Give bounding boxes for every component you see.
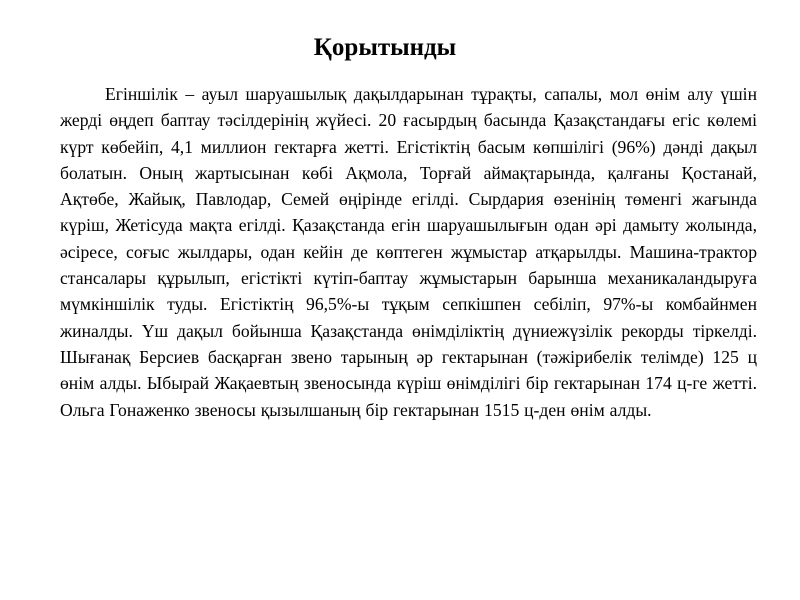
slide-title: Қорытынды [313,34,457,61]
body-paragraph: Егіншілік – ауыл шаруашылық дақылдарынан тұрақты, сапалы, мол өнім алу үшін жерді өңдеп баптау тәсілдерінің жүйесі. 20 ғасырдың басында Қазақстандағы егіс көлемі күрт көбейіп, 4,1 миллион гектарға жетті. Егістіктің басым көпшілігі (96%) дәнді дақыл болатын. Оның жартысынан көбі Ақмола, Торғай аймақтарында, қалғаны Қостанай, Ақтөбе, Жайық, Павлодар, Семей өңірінде егілді. Сырдария өзенінің төменгі жағында күріш, Жетісуда мақта егілді. Қазақстанда егін шаруашылығын одан әрі дамыту жолында, әсіресе, соғыс жылдары, одан кейін де көптеген жұмыстар атқарылды. Машина-трактор стансалары құрылып, егістікті күтіп-баптау жұмыстарын барынша механикаландыруға мүмкіншілік туды. Егістіктің 96,5%-ы тұқым сепкішпен себіліп, 97%-ы комбайнмен жиналды. Үш дақыл бойынша Қазақстанда өнімділіктің дүниежүзілік рекорды тіркелді. Шығанақ Берсиев басқарған звено тарының әр гектарынан (тәжірибелік телімде) 125 ц өнім алды. Ыбырай Жақаевтың звеносында күріш өнімділігі бір гектарынан 174 ц-ге жетті. Ольга Гонаженко звеносы қызылшаның бір гектарынан 1515 ц-ден өнім алды. [60,84,757,420]
